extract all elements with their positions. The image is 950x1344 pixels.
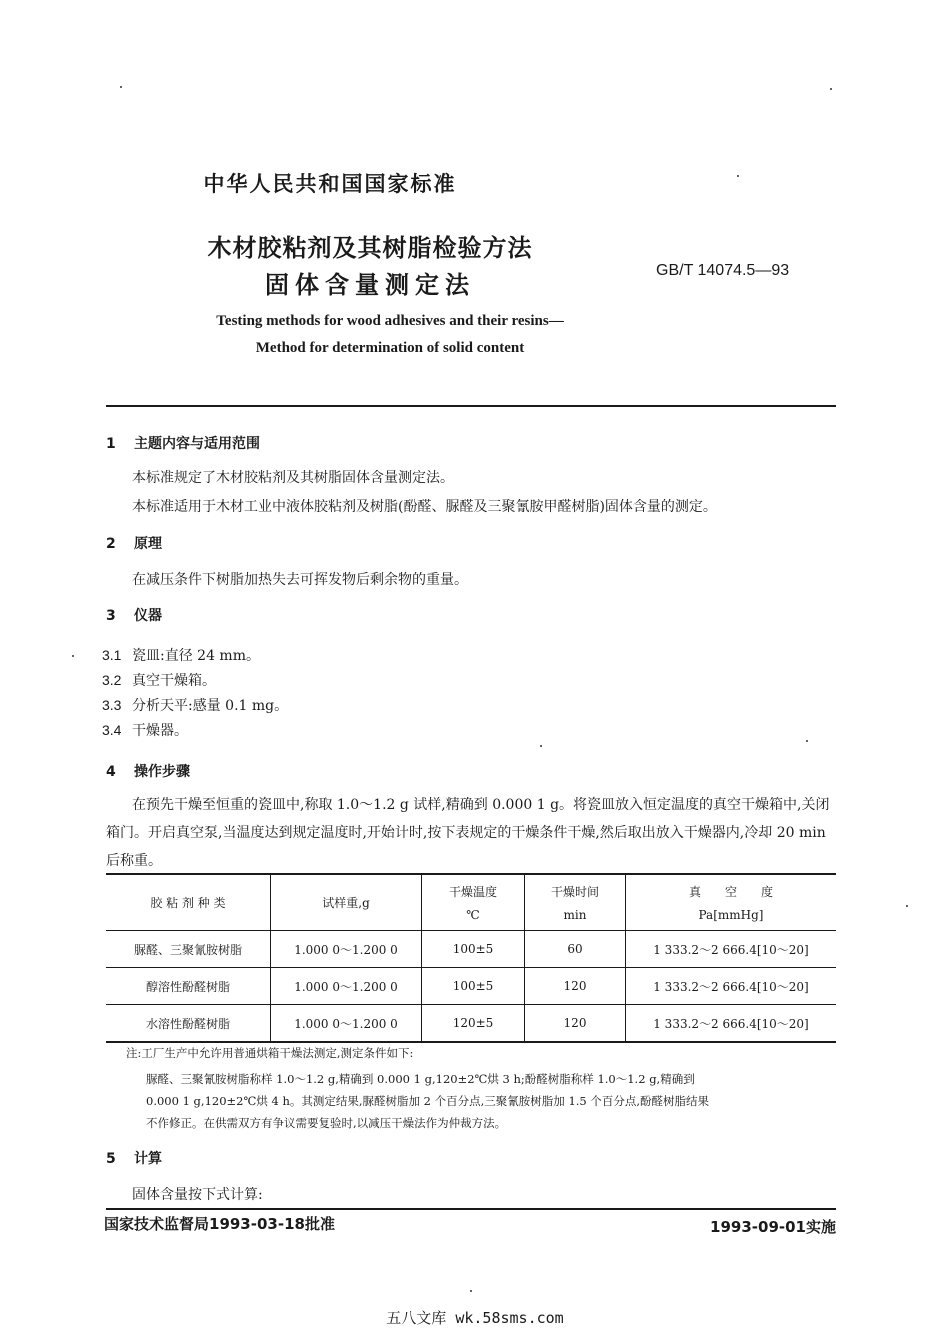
- scan-speck: [906, 905, 908, 907]
- standard-code: GB/T 14074.5—93: [656, 262, 790, 279]
- table-cell: 120±5: [422, 1005, 525, 1043]
- section-2-heading: [106, 533, 162, 553]
- table-row: [106, 1005, 836, 1043]
- section-title: 原理: [134, 536, 162, 552]
- item-number: 3.1: [102, 647, 122, 663]
- english-title-line-2: Method for determination of solid content: [255, 340, 525, 356]
- section-5-paragraph: 固体含量按下式计算:: [132, 1187, 263, 1203]
- section-5-heading: [106, 1148, 162, 1168]
- section-number: 5: [106, 1151, 116, 1167]
- table-cell: 120: [525, 1005, 626, 1043]
- item-text: 分析天平:感量 0.1 mg。: [132, 698, 289, 714]
- table-row: [106, 968, 836, 1005]
- section-4-paragraph: 在预先干燥至恒重的瓷皿中,称取 1.0～1.2 g 试样,精确到 0.000 1 g。将瓷皿放入恒定温度的真空干燥箱中,关闭箱门。开启真空泵,当温度达到规定温度时,开始计时,按下表规定的干燥条件干燥,然后取出放入干燥器内,冷却 20 min 后称重。: [106, 797, 830, 869]
- item-text: 瓷皿:直径 24 mm。: [132, 648, 260, 664]
- scan-speck: [470, 1290, 472, 1292]
- instrument-item: [102, 695, 288, 715]
- drying-conditions-table: [106, 873, 836, 1043]
- section-number: 2: [106, 536, 116, 552]
- title-line-2: 固体含量测定法: [265, 271, 475, 299]
- header-cell: 试样重,g: [271, 874, 422, 931]
- scan-speck: [830, 88, 832, 90]
- scan-speck: [737, 175, 739, 177]
- table-cell: 100±5: [422, 968, 525, 1005]
- national-standard-heading: 中华人民共和国国家标准: [203, 172, 457, 196]
- section-1-paragraph-1: 本标准规定了木材胶粘剂及其树脂固体含量测定法。: [132, 470, 454, 486]
- table-row: [106, 931, 836, 968]
- table-cell: 脲醛、三聚氰胺树脂: [106, 931, 271, 968]
- section-title: 操作步骤: [134, 764, 190, 780]
- scan-speck: [806, 740, 808, 742]
- note-line-2: 脲醛、三聚氰胺树脂称样 1.0～1.2 g,精确到 0.000 1 g,120±2℃烘 3 h;酚醛树脂称样 1.0～1.2 g,精确到: [146, 1072, 695, 1086]
- title-line-1: 木材胶粘剂及其树脂检验方法: [207, 234, 533, 262]
- table-cell: 1 333.2～2 666.4[10～20]: [626, 1005, 837, 1043]
- section-1-paragraph-2: 本标准适用于木材工业中液体胶粘剂及树脂(酚醛、脲醛及三聚氰胺甲醛树脂)固体含量的测定。: [132, 499, 717, 515]
- watermark: 五八文库 wk.58sms.com: [386, 1309, 564, 1327]
- header-cell: 真 空 度 Pa[mmHg]: [626, 874, 837, 931]
- section-title: 计算: [134, 1151, 162, 1167]
- table-cell: 1.000 0～1.200 0: [271, 1005, 422, 1043]
- section-number: 3: [106, 608, 116, 624]
- note-line-1: 注:工厂生产中允许用普通烘箱干燥法测定,测定条件如下:: [126, 1046, 414, 1060]
- table-header-row: [106, 874, 836, 931]
- section-3-heading: [106, 605, 162, 625]
- item-text: 干燥器。: [132, 723, 188, 739]
- table-cell: 1.000 0～1.200 0: [271, 931, 422, 968]
- approval-date: 国家技术监督局1993-03-18批准: [104, 1215, 335, 1233]
- scan-speck: [120, 86, 122, 88]
- item-text: 真空干燥箱。: [132, 673, 216, 689]
- instrument-item: [102, 670, 216, 690]
- note-line-4: 不作修正。在供需双方有争议需要复验时,以减压干燥法作为仲裁方法。: [146, 1116, 507, 1130]
- table-cell: 60: [525, 931, 626, 968]
- note-line-3: 0.000 1 g,120±2℃烘 4 h。其测定结果,脲醛树脂加 2 个百分点,三聚氰胺树脂加 1.5 个百分点,酚醛树脂结果: [146, 1094, 710, 1108]
- table-cell: 1 333.2～2 666.4[10～20]: [626, 968, 837, 1005]
- section-number: 4: [106, 764, 116, 780]
- instrument-item: [102, 720, 188, 740]
- item-number: 3.4: [102, 722, 122, 738]
- table-cell: 100±5: [422, 931, 525, 968]
- header-divider: [106, 405, 836, 407]
- section-2-paragraph: 在减压条件下树脂加热失去可挥发物后剩余物的重量。: [132, 572, 468, 588]
- header-cell: 胶 粘 剂 种 类: [106, 874, 271, 931]
- scan-speck: [72, 655, 74, 657]
- section-4-heading: [106, 761, 190, 781]
- section-title: 仪器: [134, 608, 162, 624]
- section-title: 主题内容与适用范围: [134, 436, 260, 452]
- item-number: 3.2: [102, 672, 122, 688]
- effective-date: 1993-09-01实施: [710, 1218, 836, 1236]
- table-cell: 1.000 0～1.200 0: [271, 968, 422, 1005]
- english-title-line-1: Testing methods for wood adhesives and their resins—: [216, 313, 564, 329]
- section-number: 1: [106, 436, 116, 452]
- footer-divider: [106, 1208, 836, 1210]
- table-cell: 1 333.2～2 666.4[10～20]: [626, 931, 837, 968]
- table-cell: 120: [525, 968, 626, 1005]
- table-cell: 水溶性酚醛树脂: [106, 1005, 271, 1043]
- instrument-item: [102, 645, 260, 665]
- item-number: 3.3: [102, 697, 122, 713]
- header-cell: 干燥温度 ℃: [422, 874, 525, 931]
- scan-speck: [540, 745, 542, 747]
- section-1-heading: [106, 433, 260, 453]
- header-cell: 干燥时间 min: [525, 874, 626, 931]
- table-cell: 醇溶性酚醛树脂: [106, 968, 271, 1005]
